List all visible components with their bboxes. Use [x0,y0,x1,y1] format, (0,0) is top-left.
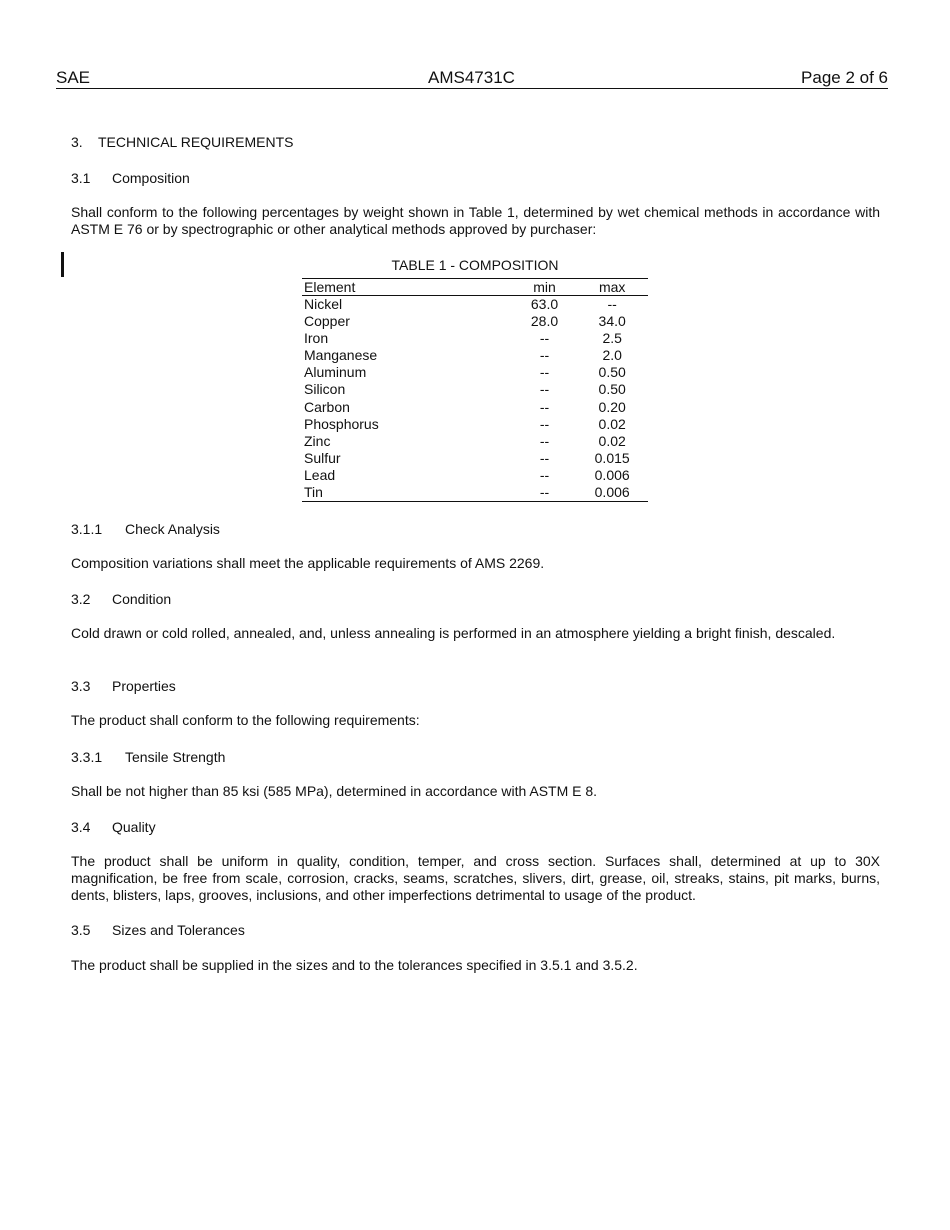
cell-element: Iron [304,330,329,347]
col-header-min: min [513,279,577,296]
section-3-4-text: The product shall be uniform in quality, condition, temper, and cross section. Surfaces shall, determined at up to 30X magnification, be free from scale, corrosion, cracks, seams, scratches, slivers, dirt, grease, oil, streaks, stains, pit marks, burns, dents, blisters, laps, grooves, inclusions, and other imperfections detrimental to usage of the product. [71,853,880,903]
section-title: Tensile Strength [125,749,226,765]
section-3-1-1-heading [71,520,220,538]
section-number: 3. [71,134,83,150]
section-number: 3.3.1 [71,749,103,765]
cell-min: -- [513,484,577,502]
cell-min: 63.0 [530,296,559,312]
cell-element: Lead [304,466,336,483]
cell-element: Sulfur [304,449,341,466]
table-header-row [302,279,648,296]
table-row [302,433,648,450]
cell-max: 0.02 [598,415,626,432]
table-row [302,450,648,467]
section-title: Composition [112,170,190,186]
section-title: TECHNICAL REQUIREMENTS [98,134,294,150]
section-3-1-heading [71,169,190,187]
table-row [302,399,648,416]
cell-max: 2.5 [602,330,622,347]
cell-element: Phosphorus [304,415,379,432]
table-row [302,347,648,364]
cell-min: -- [539,449,550,466]
section-number: 3.4 [71,819,91,835]
header-page-number: Page 2 of 6 [801,68,888,87]
cell-element: Tin [302,484,513,502]
section-3-5-text: The product shall be supplied in the sizes and to the tolerances specified in 3.5.1 and 3.5.2. [71,957,638,973]
cell-max: 0.006 [594,466,630,483]
cell-max: 0.50 [598,364,626,381]
section-title: Sizes and Tolerances [112,922,245,938]
section-3-1-1-text: Composition variations shall meet the applicable requirements of AMS 2269. [71,555,545,571]
table-caption: TABLE 1 - COMPOSITION [391,257,559,273]
section-title: Quality [112,819,156,835]
cell-max: 0.006 [576,484,648,502]
cell-min: -- [539,466,550,483]
section-3-3-heading [71,677,176,695]
header-doc-number: AMS4731C [428,68,515,87]
cell-max: 0.20 [598,398,626,415]
col-header-element: Element [302,279,513,296]
cell-min: -- [539,347,550,364]
cell-min: -- [539,364,550,381]
cell-max: 2.0 [602,347,622,364]
table-row [302,467,648,484]
cell-min: -- [539,415,550,432]
cell-max: 34.0 [598,313,626,330]
table-row [302,416,648,433]
table-row [302,364,648,381]
cell-max: 0.015 [594,449,630,466]
col-header-max: max [576,279,648,296]
section-number: 3.2 [71,591,91,607]
table-row [302,381,648,398]
section-title: Check Analysis [125,521,220,537]
section-3-1-text: Shall conform to the following percentages by weight shown in Table 1, determined by wet chemical methods in accordance with ASTM E 76 or by spectrographic or other analytical methods approved by purchaser: [71,204,880,237]
cell-min: -- [539,330,550,347]
cell-element: Aluminum [304,364,367,381]
section-3-3-text: The product shall conform to the following requirements: [71,712,420,728]
table-row [302,330,648,347]
section-title: Condition [112,591,172,607]
cell-min: -- [539,381,550,398]
cell-min: -- [539,398,550,415]
cell-element: Zinc [304,432,331,449]
cell-element: Carbon [304,398,350,415]
cell-element: Nickel [304,296,343,312]
cell-element: Manganese [304,347,378,364]
section-3-4-heading [71,818,156,836]
cell-element: Copper [304,313,350,330]
section-3-2-text: Cold drawn or cold rolled, annealed, and, unless annealing is performed in an atmosphere yielding a bright finish, descaled. [71,625,836,641]
page-header [56,68,888,89]
table-row [302,484,648,502]
cell-min: 28.0 [530,313,559,330]
cell-max: -- [607,296,617,312]
cell-element: Silicon [304,381,346,398]
table-row [302,296,648,314]
cell-min: -- [539,432,550,449]
section-3-3-1-heading [71,748,225,766]
section-number: 3.5 [71,922,91,938]
table-row [302,313,648,330]
section-number: 3.1 [71,170,91,186]
section-title: Properties [112,678,176,694]
section-number: 3.3 [71,678,91,694]
section-3-5-heading [71,921,245,939]
section-3-2-heading [71,590,171,608]
section-3-heading [71,133,294,151]
revision-bar [61,252,64,277]
section-3-3-1-text: Shall be not higher than 85 ksi (585 MPa), determined in accordance with ASTM E 8. [71,783,598,799]
cell-max: 0.50 [598,381,626,398]
section-number: 3.1.1 [71,521,103,537]
cell-max: 0.02 [598,432,626,449]
composition-table [302,278,648,502]
header-org: SAE [56,68,91,87]
